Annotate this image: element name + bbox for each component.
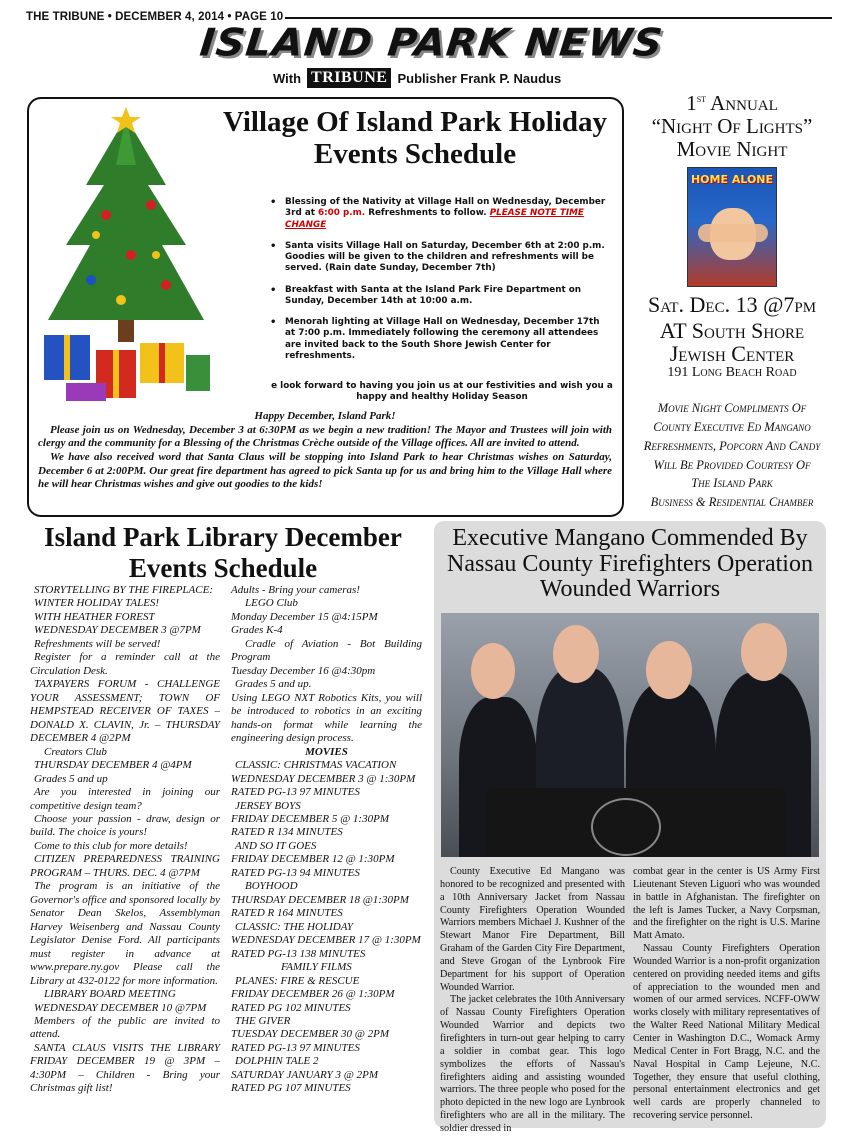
list-item: THURSDAY DECEMBER 18 @1:30PM <box>231 893 409 906</box>
list-item: RATED PG 107 MINUTES <box>231 1082 351 1095</box>
list-item: • Menorah lighting at Village Hall on Wednesday, December 17th at 7:00 p.m. Immediately following the ceremony all attendees are invited back to the South Shore Jewish Center for refreshments. <box>270 317 610 362</box>
list-item: The program is an initiative of the Governor's office and sponsored locally by Senator Dean Skelos, Assemblyman Harvey Weisenberg and Nassau County Legislator Denise Ford. All participants must register in advance at www.prepare.ny.gov Please call the Library at 432-0122 for more information. <box>30 880 220 987</box>
firefighters-photo <box>441 613 819 857</box>
holiday-body <box>38 410 612 492</box>
list-item: WINTER HOLIDAY TALES! <box>34 597 160 610</box>
list-item: Choose your passion - draw, design or build. The choice is yours! <box>30 812 220 839</box>
holiday-greeting: Happy December, Island Park! <box>254 410 396 422</box>
article-paragraph: combat gear in the center is US Army First Lieutenant Steven Liguori who was wounded in battle in Afghanistan. The firefighter on the left is James Tucker, a Navy Corpsman, and the firefighter on the right is U.S. Marine Matt Amato. <box>633 866 820 942</box>
list-item: PLANES: FIRE & RESCUE <box>235 974 360 987</box>
list-item: TAXPAYERS FORUM - CHALLENGE YOUR ASSESSMENT; TOWN OF HEMPSTEAD RECEIVER OF TAXES – DONALD X. CLAVIN, Jr. – THURSDAY DECEMBER 4 @2PM <box>30 678 220 745</box>
list-item: JERSEY BOYS <box>235 799 301 812</box>
list-item: Grades K-4 <box>231 624 283 637</box>
list-item: Adults - Bring your cameras! <box>231 584 360 596</box>
list-item: Tuesday December 16 @4:30pm <box>231 664 376 677</box>
list-item: LIBRARY BOARD MEETING <box>44 988 176 1001</box>
list-item: FRIDAY DECEMBER 12 @ 1:30PM <box>231 853 395 866</box>
masthead <box>197 20 666 65</box>
movie-place: AT South Shore Jewish Center <box>659 318 805 366</box>
article-paragraph: The jacket celebrates the 10th Anniversary of Nassau County Firefighters Operation Wounded Warrior and depicts two firefighters in turn-out gear helping to carry a soldier in combat gear. This logo symbolizes the efforts of Nassau's firefighters aiding and assisting wounded warriors. The three people who posed for the photo depicted in the new logo are Lynbrook firefighters who are all in the military. The soldier dressed in <box>440 994 625 1134</box>
dateline: THE TRIBUNE • DECEMBER 4, 2014 • PAGE 10 <box>26 11 284 23</box>
list-item: RATED PG 102 MINUTES <box>231 1001 351 1014</box>
movie-poster <box>687 167 777 287</box>
list-item: Creators Club <box>44 745 107 758</box>
list-item: Register for a reminder call at the Circulation Desk. <box>30 651 220 677</box>
list-item: CLASSIC: THE HOLIDAY <box>235 920 353 933</box>
holiday-paragraph: We have also received word that Santa Claus will be stopping into Island Park to hear Christmas wishes on Saturday, December 6 at 2:00PM. Our great fire department has agreed to pick Santa up for us and bring him to the Village Hall where he will hear Christmas wishes and give out goodies to the kids! <box>38 450 612 491</box>
list-item: Monday December 15 @4:15PM <box>231 610 378 623</box>
list-item: THE GIVER <box>235 1015 291 1027</box>
list-item: Grades 5 and up. <box>235 678 312 691</box>
holiday-closing: e look forward to having you join us at our festivities and wish you a happy and healthy Holiday Season <box>271 381 613 403</box>
byline <box>273 68 561 88</box>
poster-title: HOME ALONE <box>690 173 774 187</box>
list-item: DOLPHIN TALE 2 <box>235 1055 319 1068</box>
library-column-right <box>231 584 422 1096</box>
list-item: RATED R 134 MINUTES <box>231 826 343 839</box>
list-item: BOYHOOD <box>245 880 298 893</box>
list-item: SANTA CLAUS VISITS THE LIBRARY FRIDAY DECEMBER 19 @ 3PM – 4:30PM – Children - Bring your Christmas gift list! <box>30 1041 220 1095</box>
movie-date: Sat. Dec. 13 @7pm <box>647 292 817 318</box>
list-item: LEGO Club <box>245 597 298 610</box>
list-item: CITIZEN PREPAREDNESS TRAINING PROGRAM – THURS. DEC. 4 @7PM <box>30 853 220 879</box>
list-item: MOVIES <box>305 745 348 758</box>
list-item: FAMILY FILMS <box>281 961 352 974</box>
header-rule <box>285 17 832 19</box>
list-item: Come to this club for more details! <box>34 839 188 852</box>
movie-address: 191 Long Beach Road <box>667 365 797 381</box>
christmas-tree-icon <box>36 105 216 405</box>
list-item: STORYTELLING BY THE FIREPLACE: <box>34 584 213 596</box>
byline-with: With <box>273 70 302 86</box>
list-item: FRIDAY DECEMBER 26 @ 1:30PM <box>231 988 395 1001</box>
list-item: RATED PG-13 97 MINUTES <box>231 786 360 799</box>
list-item: CLASSIC: CHRISTMAS VACATION <box>235 759 397 772</box>
list-item: WITH HEATHER FOREST <box>34 610 155 623</box>
mangano-article-left <box>440 866 625 1136</box>
article-paragraph: County Executive Ed Mangano was honored to be recognized and presented with a 10th Anniversary Jacket from Nassau County Firefighters Operation Wounded Warriors members Michael J. Kushner of the Stewart Manor Fire Department, Bill Graham of the Garden City Fire Department, and Steve Grogan of the Lynbrook Fire Department for his support of Operation Wounded Warrior. <box>440 866 625 993</box>
list-item: SATURDAY JANUARY 3 @ 2PM <box>231 1068 379 1081</box>
mangano-article-right <box>633 866 820 1123</box>
jacket-patch-icon <box>591 798 661 856</box>
library-column-left <box>30 584 220 1096</box>
list-item: WEDNESDAY DECEMBER 3 @7PM <box>34 624 201 637</box>
list-item: Are you interested in joining our competitive design team? <box>30 786 220 812</box>
tribune-logo: TRIBUNE <box>307 68 391 88</box>
list-item: Grades 5 and up <box>34 772 108 785</box>
poster-hands-icon <box>698 224 768 242</box>
list-item: TUESDAY DECEMBER 30 @ 2PM <box>231 1028 389 1041</box>
list-item: RATED PG-13 94 MINUTES <box>231 866 360 879</box>
movie-night <box>632 92 832 512</box>
list-item: RATED PG-13 97 MINUTES <box>231 1041 360 1054</box>
list-item: Cradle of Aviation - Bot Building Program <box>231 637 422 664</box>
list-item: RATED R 164 MINUTES <box>231 907 343 920</box>
movie-credit: Movie Night Compliments Of County Executive Ed Mangano Refreshments, Popcorn And Candy Will Be Provided Courtesy Of The Island Park Business & Residential Chamber <box>643 401 821 509</box>
list-item: FRIDAY DECEMBER 5 @ 1:30PM <box>231 812 389 825</box>
list-item: • Blessing of the Nativity at Village Hall on Wednesday, December 3rd at 6:00 p.m. Refreshments to follow. PLEASE NOTE TIME CHANGE <box>270 197 610 231</box>
masthead-title: ISLAND PARK NEWS <box>197 21 666 65</box>
list-item: Refreshments will be served! <box>34 637 161 650</box>
holiday-title: Village Of Island Park Holiday Events Schedule <box>222 106 608 171</box>
list-item: Using LEGO NXT Robotics Kits, you will be introduced to robotics in an exciting hands-on format while learning the engineering design process. <box>231 691 422 745</box>
mangano-title: Executive Mangano Commended By Nassau County Firefighters Operation Wounded Warriors <box>447 525 813 603</box>
list-item: Members of the public are invited to attend. <box>30 1015 220 1041</box>
list-item: WEDNESDAY DECEMBER 17 @ 1:30PM <box>231 934 421 947</box>
list-item: • Breakfast with Santa at the Island Park Fire Department on Sunday, December 14th at 10:00 a.m. <box>270 285 610 308</box>
list-item: RATED PG-13 138 MINUTES <box>231 947 366 960</box>
library-title: Island Park Library December Events Schedule <box>44 522 402 583</box>
list-item: AND SO IT GOES <box>235 839 317 852</box>
byline-publisher: Publisher Frank P. Naudus <box>397 70 562 86</box>
movie-heading: 1st Annual “Night Of Lights” Movie Night <box>651 91 813 162</box>
list-item: WEDNESDAY DECEMBER 10 @7PM <box>34 1001 207 1014</box>
list-item: THURSDAY DECEMBER 4 @4PM <box>34 759 192 772</box>
list-item: • Santa visits Village Hall on Saturday, December 6th at 2:00 p.m. Goodies will be given to the children and refreshments will be served. (Rain date Sunday, December 7th) <box>270 241 610 275</box>
article-paragraph: Nassau County Firefighters Operation Wounded Warrior is a non-profit organization centered on providing needed items and gifts of appreciation to the wounded men and women of our armed services. NCFF-OWW works closely with military representatives of the Walter Reed National Military Medical Center in Washington D.C., Womack Army Medical Center in Fort Bragg, N.C. and the Naval Hospital in Camp Lejeune, N.C. Together, they ensure that useful clothing, personal entertainment electronics and get well cards are properly channeled to recovering service personnel. <box>633 943 820 1122</box>
list-item: WEDNESDAY DECEMBER 3 @ 1:30PM <box>231 772 416 785</box>
holiday-paragraph: Please join us on Wednesday, December 3 at 6:30PM as we begin a new tradition! The Mayor and Trustees will join with clergy and the community for a Blessing of the Christmas Crèche outside of the Village offices. All are invited to attend. <box>38 423 612 450</box>
holiday-events-list <box>270 197 610 372</box>
